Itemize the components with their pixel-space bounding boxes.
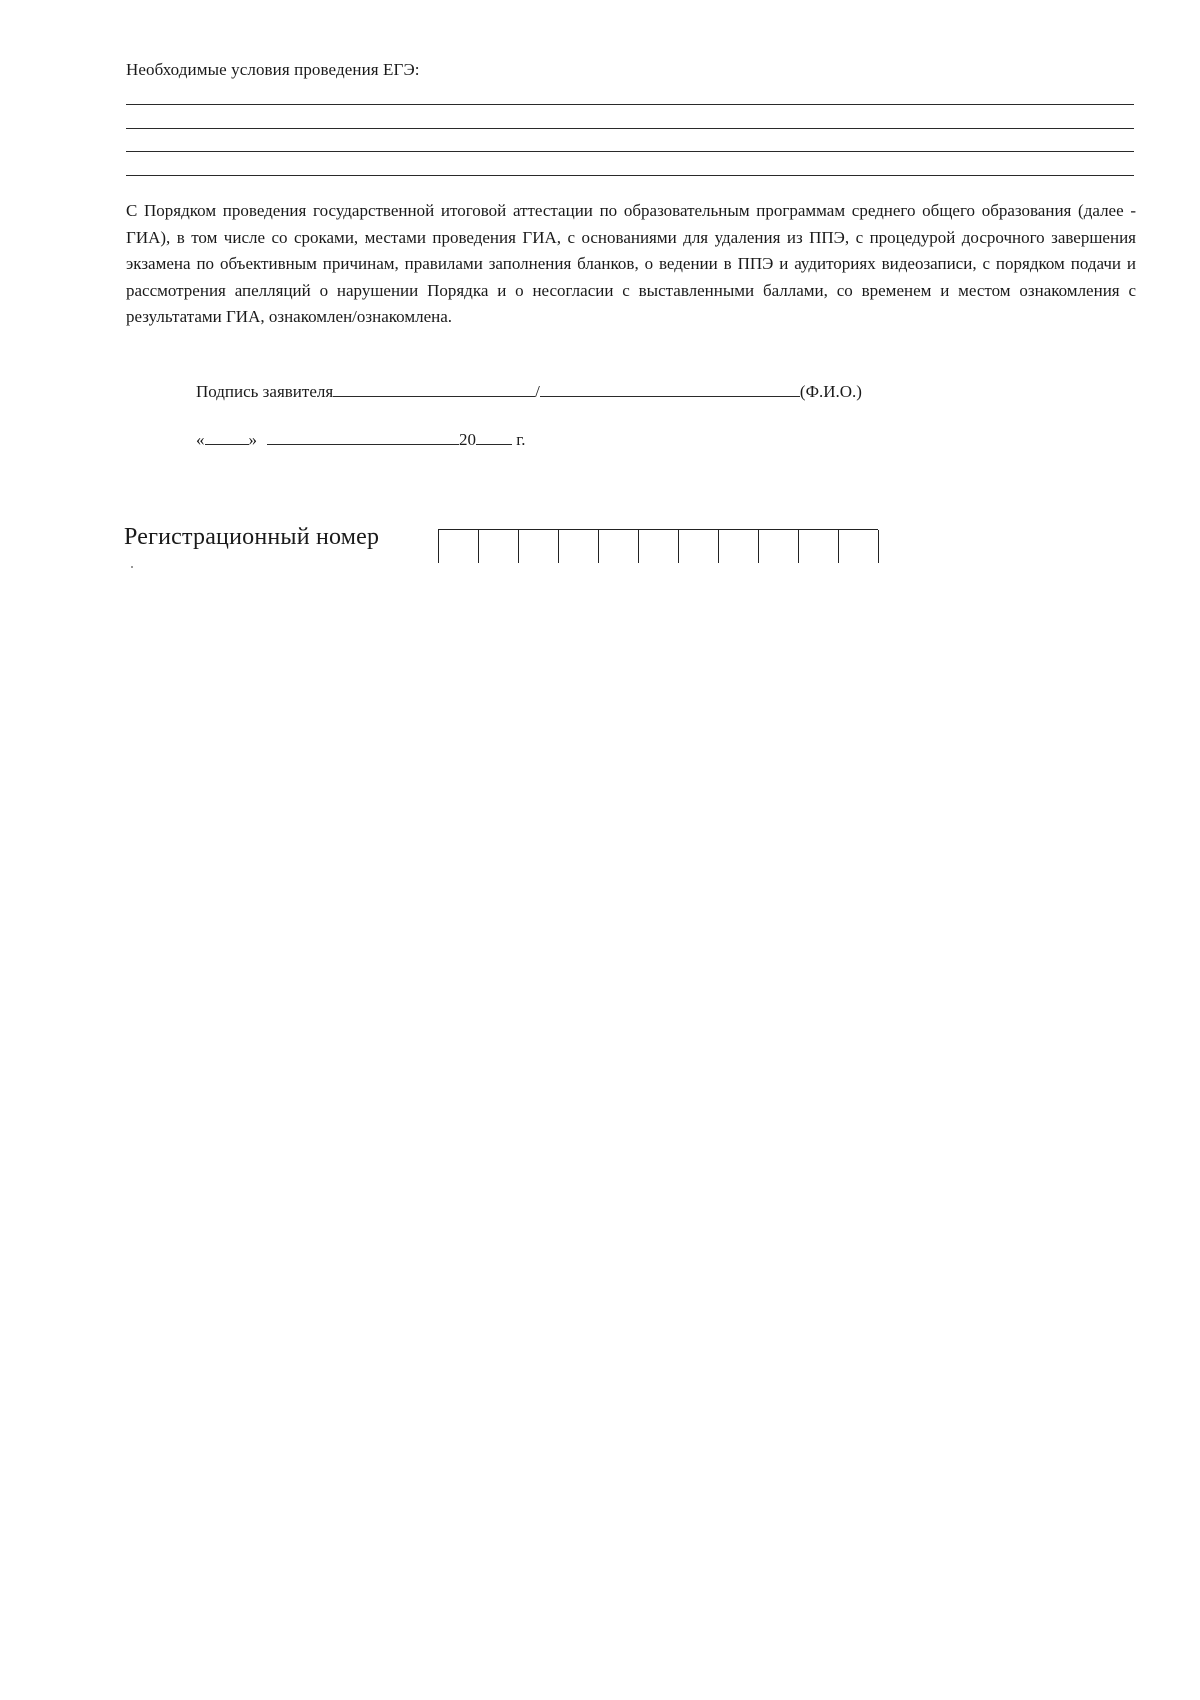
conditions-line-4[interactable]: [126, 175, 1134, 176]
date-row: [196, 430, 526, 450]
conditions-line-2[interactable]: [126, 128, 1134, 129]
registration-digit-cell[interactable]: [798, 530, 799, 563]
registration-digit-cell[interactable]: [518, 530, 519, 563]
signature-field[interactable]: [333, 382, 535, 397]
registration-digit-cell[interactable]: [838, 530, 839, 563]
year-suffix: г.: [516, 430, 526, 449]
acknowledgement-paragraph: С Порядком проведения государственной итоговой аттестации по образовательным программам среднего общего образования (далее - ГИА), в том числе со сроками, местами проведения ГИА, с основаниями для удаления из ППЭ, с процедурой досрочного завершения экзамена по объективным причинам, правилами заполнения бланков, о ведении в ППЭ и аудиториях видеозаписи, с порядком подачи и рассмотрения апелляций о нарушении Порядка и о несогласии с выставленными баллами, со временем и местом ознакомления с результатами ГИА, ознакомлен/ознакомлена.: [126, 201, 1136, 326]
month-field[interactable]: [267, 430, 459, 445]
fio-field[interactable]: [540, 382, 800, 397]
date-close-quote: »: [248, 430, 257, 449]
registration-digit-cell[interactable]: [558, 530, 559, 563]
conditions-line-1[interactable]: [126, 104, 1134, 105]
registration-number-label: Регистрационный номер: [124, 524, 380, 550]
conditions-heading: Необходимые условия проведения ЕГЭ:: [126, 60, 420, 79]
registration-grid-end: [878, 530, 879, 563]
registration-digit-cell[interactable]: [678, 530, 679, 563]
registration-digit-cell[interactable]: [598, 530, 599, 563]
registration-digit-cell[interactable]: [758, 530, 759, 563]
century-prefix: 20: [459, 430, 476, 449]
registration-digit-cell[interactable]: [438, 530, 439, 563]
day-field[interactable]: [205, 430, 249, 445]
conditions-line-3[interactable]: [126, 151, 1134, 152]
signature-row: [196, 382, 862, 402]
year-field[interactable]: [476, 430, 512, 445]
registration-digit-cell[interactable]: [638, 530, 639, 563]
signature-separator: /: [535, 382, 540, 401]
scan-speck: [131, 566, 133, 568]
fio-label: (Ф.И.О.): [799, 382, 862, 401]
registration-number-grid[interactable]: [438, 529, 878, 563]
registration-digit-cell[interactable]: [478, 530, 479, 563]
signature-label: Подпись заявителя: [196, 382, 334, 401]
registration-digit-cell[interactable]: [718, 530, 719, 563]
date-open-quote: «: [196, 430, 205, 449]
